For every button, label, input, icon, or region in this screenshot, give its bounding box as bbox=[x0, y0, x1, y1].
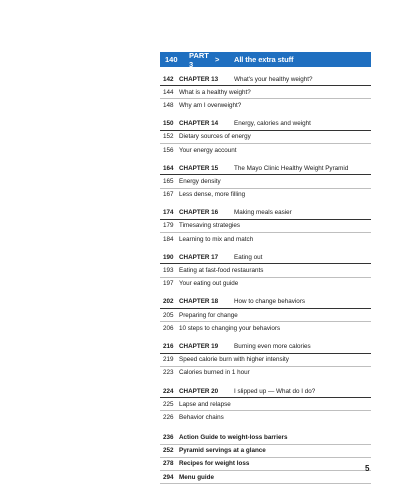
section-page-number: 219 bbox=[163, 356, 174, 364]
section-page-number: 193 bbox=[163, 267, 174, 275]
chapter-label: CHAPTER 18 bbox=[179, 298, 219, 306]
section-title: Dietary sources of energy bbox=[179, 133, 251, 141]
part-arrow-icon: > bbox=[215, 55, 220, 64]
extra-entry bbox=[160, 458, 371, 471]
section-page-number: 197 bbox=[163, 280, 174, 288]
extra-title: Recipes for weight loss bbox=[179, 460, 250, 468]
chapter-page-number: 202 bbox=[163, 298, 174, 306]
extra-page-number: 294 bbox=[163, 473, 174, 481]
table-of-contents bbox=[160, 52, 371, 484]
section-title: Behavior chains bbox=[179, 413, 224, 421]
section-entry bbox=[160, 278, 371, 290]
chapter-page-number: 216 bbox=[163, 342, 174, 350]
section-entry bbox=[160, 354, 371, 367]
section-title: Your energy account bbox=[179, 146, 237, 154]
chapter-block bbox=[160, 207, 371, 246]
page-number: 5 bbox=[365, 464, 370, 473]
extra-page-number: 236 bbox=[163, 434, 174, 442]
chapter-list bbox=[160, 73, 371, 424]
chapter-label: CHAPTER 20 bbox=[179, 387, 219, 395]
chapter-heading bbox=[160, 251, 371, 264]
section-entry bbox=[160, 309, 371, 322]
chapter-block bbox=[160, 385, 371, 424]
chapter-block bbox=[160, 162, 371, 201]
chapter-title: What's your healthy weight? bbox=[234, 75, 313, 83]
section-entry bbox=[160, 189, 371, 201]
section-page-number: 225 bbox=[163, 400, 174, 408]
chapter-heading bbox=[160, 296, 371, 309]
chapter-block bbox=[160, 73, 371, 112]
chapter-page-number: 164 bbox=[163, 164, 174, 172]
chapter-heading bbox=[160, 118, 371, 131]
extra-title: Menu guide bbox=[179, 473, 214, 481]
extra-page-number: 278 bbox=[163, 460, 174, 468]
chapter-title: I slipped up — What do I do? bbox=[234, 387, 316, 395]
chapter-title: The Mayo Clinic Healthy Weight Pyramid bbox=[234, 164, 349, 172]
chapter-page-number: 174 bbox=[163, 209, 174, 217]
chapter-heading bbox=[160, 207, 371, 220]
section-title: 10 steps to changing your behaviors bbox=[179, 324, 281, 332]
section-entry bbox=[160, 144, 371, 156]
chapter-page-number: 190 bbox=[163, 253, 174, 261]
chapter-block bbox=[160, 251, 371, 290]
chapter-page-number: 150 bbox=[163, 120, 174, 128]
section-title: Eating at fast-food restaurants bbox=[179, 267, 264, 275]
extra-entry bbox=[160, 432, 371, 445]
section-entry bbox=[160, 175, 371, 188]
section-entry bbox=[160, 99, 371, 111]
section-page-number: 156 bbox=[163, 146, 174, 154]
chapter-page-number: 142 bbox=[163, 75, 174, 83]
chapter-page-number: 224 bbox=[163, 387, 174, 395]
section-page-number: 205 bbox=[163, 311, 174, 319]
chapter-label: CHAPTER 15 bbox=[179, 164, 219, 172]
section-page-number: 152 bbox=[163, 133, 174, 141]
section-title: Learning to mix and match bbox=[179, 235, 254, 243]
section-title: Energy density bbox=[179, 177, 221, 185]
chapter-title: Energy, calories and weight bbox=[234, 120, 311, 128]
chapter-heading bbox=[160, 340, 371, 353]
part-title: All the extra stuff bbox=[234, 55, 294, 64]
section-entry bbox=[160, 398, 371, 411]
section-page-number: 206 bbox=[163, 324, 174, 332]
extra-entry bbox=[160, 445, 371, 458]
chapter-title: Eating out bbox=[234, 253, 263, 261]
section-entry bbox=[160, 131, 371, 144]
section-entry bbox=[160, 233, 371, 245]
chapter-label: CHAPTER 13 bbox=[179, 75, 219, 83]
section-entry bbox=[160, 367, 371, 379]
part-header bbox=[160, 52, 371, 67]
chapter-label: CHAPTER 16 bbox=[179, 209, 219, 217]
chapter-heading bbox=[160, 162, 371, 175]
section-title: Calories burned in 1 hour bbox=[179, 369, 250, 377]
chapter-label: CHAPTER 19 bbox=[179, 342, 219, 350]
chapter-title: How to change behaviors bbox=[234, 298, 306, 306]
section-page-number: 179 bbox=[163, 222, 174, 230]
chapter-block bbox=[160, 118, 371, 157]
section-title: Timesaving strategies bbox=[179, 222, 241, 230]
section-title: Speed calorie burn with higher intensity bbox=[179, 356, 289, 364]
extra-entry bbox=[160, 471, 371, 484]
section-page-number: 144 bbox=[163, 88, 174, 96]
extra-page-number: 252 bbox=[163, 447, 174, 455]
section-entry bbox=[160, 411, 371, 423]
chapter-title: Making meals easier bbox=[234, 209, 292, 217]
chapter-heading bbox=[160, 385, 371, 398]
section-title: Your eating out guide bbox=[179, 280, 239, 288]
section-entry bbox=[160, 264, 371, 277]
section-page-number: 184 bbox=[163, 235, 174, 243]
extra-title: Pyramid servings at a glance bbox=[179, 447, 266, 455]
section-page-number: 165 bbox=[163, 177, 174, 185]
section-entry bbox=[160, 220, 371, 233]
extra-title: Action Guide to weight-loss barriers bbox=[179, 434, 288, 442]
section-title: What is a healthy weight? bbox=[179, 88, 251, 96]
part-label: PART 3 bbox=[189, 50, 209, 69]
section-entry bbox=[160, 322, 371, 334]
part-page-number: 140 bbox=[165, 55, 178, 64]
chapter-label: CHAPTER 17 bbox=[179, 253, 219, 261]
section-page-number: 223 bbox=[163, 369, 174, 377]
section-title: Preparing for change bbox=[179, 311, 238, 319]
section-page-number: 226 bbox=[163, 413, 174, 421]
section-title: Lapse and relapse bbox=[179, 400, 231, 408]
section-page-number: 167 bbox=[163, 191, 174, 199]
section-title: Why am I overweight? bbox=[179, 101, 242, 109]
section-page-number: 148 bbox=[163, 101, 174, 109]
section-title: Less dense, more filling bbox=[179, 191, 246, 199]
chapter-title: Burning even more calories bbox=[234, 342, 311, 350]
chapter-block bbox=[160, 340, 371, 379]
chapter-block bbox=[160, 296, 371, 335]
chapter-label: CHAPTER 14 bbox=[179, 120, 219, 128]
extras-list bbox=[160, 432, 371, 485]
chapter-heading bbox=[160, 73, 371, 86]
section-entry bbox=[160, 86, 371, 99]
